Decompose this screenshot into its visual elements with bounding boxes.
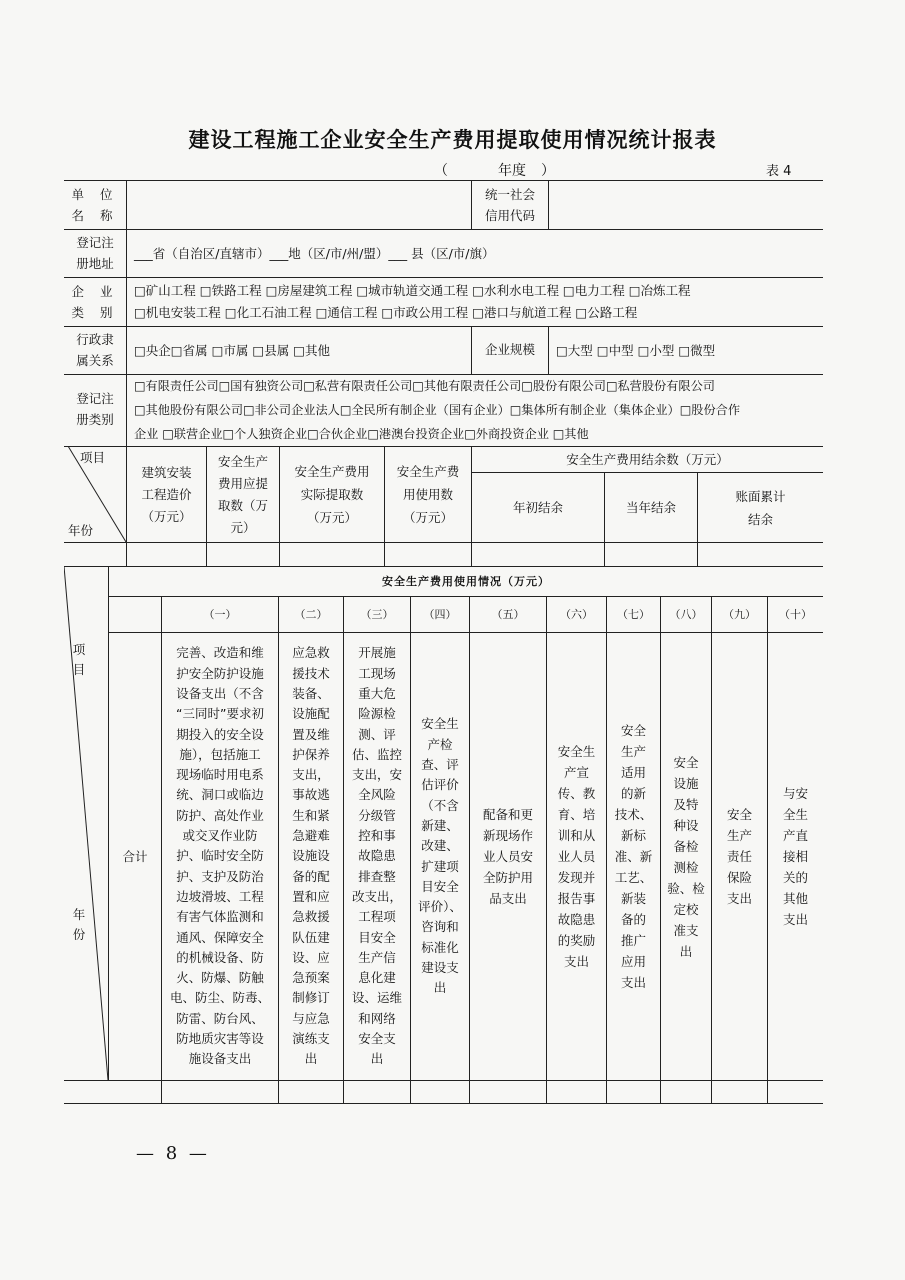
usage-col-4-number: （四） (423, 607, 457, 621)
enterprise-scale-label: 企业规模 (484, 342, 535, 357)
admin-relation-value: □央企□省属 □市属 □县属 □其他 (134, 343, 330, 358)
opening-balance-header: 年初结余 (512, 499, 563, 515)
usage-col-7-number: （七） (617, 607, 650, 621)
enterprise-category-line1: □矿山工程 □铁路工程 □房屋建筑工程 □城市轨道交通工程 □水利水电工程 □电力工程 □冶炼工程 (134, 283, 691, 298)
admin-relation-label: 行政隶 属关系 (76, 332, 114, 368)
reg-address-label: 登记注 册地址 (76, 235, 114, 271)
enterprise-category-line2: □机电安装工程 □化工石油工程 □通信工程 □市政公用工程 □港口与航道工程 □公路工程 (134, 305, 638, 320)
funds-year-label: 年份 (68, 523, 94, 538)
reg-type-line1: □有限责任公司□国有独资公司□私营有限责任公司□其他有限责任公司□股份有限公司□私营股份有限公司 (134, 379, 715, 393)
funds-item-label: 项目 (80, 450, 106, 465)
usage-col-8-number: （八） (669, 607, 703, 621)
usage-col-2-number: （二） (294, 607, 328, 621)
reg-type-label: 登记注 册类别 (76, 391, 114, 427)
table-number: 表 4 (766, 164, 792, 179)
year-label: 年度 (498, 163, 526, 179)
usage-col-10-desc: 与安 全生 产直 接相 关的 其他 支出 (782, 786, 808, 927)
usage-col-1-desc: 完善、改造和维 护安全防护设施 设备支出（不含 “三同时”要求初 期投入的安全设 施），包括施工 现场临时用电系 统、洞口或临边 防护、高处作业 或交叉作业防 护、临时安全防 护、支护及防治 边坡滑坡、工程 有害气体监测和 通风、保障安全 的机械设备、防 火、防爆、防触 电、防尘、防毒、 防雷、防台风、 防地质灾害等设 施设备支出 (169, 645, 270, 1067)
usage-header: 安全生产费用使用情况（万元） (382, 574, 550, 588)
usage-col-9-desc: 安全 生产 责任 保险 支出 (726, 807, 752, 906)
usage-col-6-number: （六） (560, 607, 593, 621)
usage-col-2-desc: 应急救 援技术 装备、 设施配 置及维 护保养 支出， 事故逃 生和紧 急避难 设施设 备的配 置和应 急救援 队伍建 设、应 急预案 制修订 与应急 演练支 出 (292, 645, 330, 1067)
enterprise-category-label: 企 业 类 别 (71, 284, 119, 320)
usage-col-4-desc: 安全生 产检 查、评 估评价 （不含 新建、 改建、 扩建项 目安全 评价）、 咨询和 标准化 建设支 出 (418, 716, 462, 996)
usage-col-3-desc: 开展施 工现场 重大危 险源检 测、评 估、监控 支出，安 全风险 分级管 控和事 故隐患 排查整 改支出， 工程项 目安全 生产信 息化建 设、运维 和网络 安全支 出 (351, 645, 402, 1067)
current-year-balance-header: 当年结余 (625, 499, 676, 515)
credit-code-label: 统一社会 信用代码 (484, 187, 535, 223)
usage-col-6-desc: 安全生 产宣 传、教 育、培 训和从 业人员 发现并 报告事 故隐患 的奖励 支出 (557, 744, 596, 969)
usage-col-5-number: （五） (491, 607, 525, 621)
reg-type-line3: 企业 □联营企业□个人独资企业□合伙企业□港澳台投资企业□外商投资企业 □其他 (134, 427, 589, 441)
usage-col-8-desc: 安全 设施 及特 种设 备检 测检 验、检 定校 准支 出 (667, 754, 705, 959)
accumulated-balance-header: 账面累计 结余 (735, 488, 786, 527)
page-number: — 8 — (136, 1143, 210, 1164)
usage-col-5-desc: 配备和更 新现场作 业人员安 全防护用 品支出 (482, 807, 533, 906)
unit-name-label: 单 位 名 称 (71, 187, 119, 223)
usage-year-label: 年 份 (72, 907, 86, 942)
page-title: 建设工程施工企业安全生产费用提取使用情况统计报表 (188, 128, 717, 152)
reg-address-value: ___省（自治区/直辖市）___地（区/市/州/盟）___ 县（区/市/旗） (134, 246, 495, 261)
usage-col-10-number: （十） (779, 607, 812, 621)
usage-col-9-number: （九） (723, 607, 756, 621)
year-close: ） (541, 163, 555, 179)
actual-extract-header: 安全生产费用 实际提取数 （万元） (294, 464, 370, 525)
year-open: （ (434, 163, 448, 179)
usage-col-1-number: （一） (203, 607, 237, 621)
usage-total-header: 合计 (122, 848, 148, 864)
balance-header: 安全生产费用结余数（万元） (566, 451, 729, 467)
usage-amount-header: 安全生产费 用使用数 （万元） (396, 464, 460, 525)
usage-item-label: 项 目 (72, 642, 86, 677)
should-extract-header: 安全生产 费用应提 取数（万 元） (217, 453, 268, 535)
usage-col-3-number: （三） (360, 607, 394, 621)
reg-type-line2: □其他股份有限公司□非公司企业法人□全民所有制企业（国有企业）□集体所有制企业（集体企业）□股份合作 (134, 403, 741, 417)
enterprise-scale-value: □大型 □中型 □小型 □微型 (556, 343, 716, 358)
construction-cost-header: 建筑安装 工程造价 （万元） (141, 464, 192, 524)
usage-col-7-desc: 安全 生产 适用 的新 技术、 新标 准、新 工艺、 新装 备的 推广 应用 支出 (614, 723, 653, 990)
